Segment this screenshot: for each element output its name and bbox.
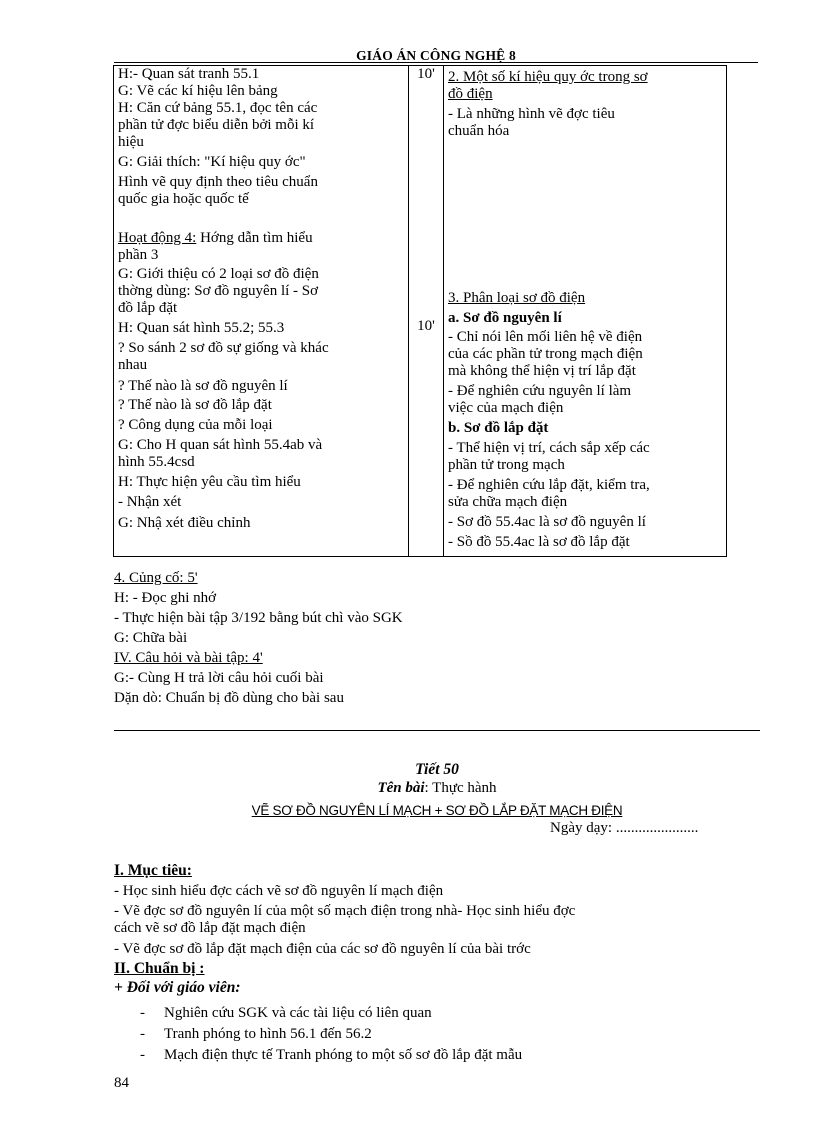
sub-heading: b. Sơ đồ lắp đặt bbox=[448, 420, 549, 436]
table-line: phần tử trong mạch bbox=[448, 457, 565, 473]
table-line: - Sồ đồ 55.4ac là sơ đồ lắp đặt bbox=[448, 534, 630, 550]
objective-line: cách vẽ sơ đồ lắp đặt mạch điện bbox=[114, 920, 306, 936]
objective-line: - Học sinh hiểu đợc cách vẽ sơ đồ nguyên lí mạch điện bbox=[114, 883, 444, 899]
activity-rest: Hớng dẫn tìm hiểu bbox=[196, 230, 313, 246]
table-line: H: Căn cứ bảng 55.1, đọc tên các bbox=[118, 100, 318, 116]
table-line: ? So sánh 2 sơ đồ sự giống và khác bbox=[118, 340, 329, 356]
table-line: - Là những hình vẽ đợc tiêu bbox=[448, 106, 615, 122]
table-line: hình 55.4csd bbox=[118, 454, 195, 470]
list-item: - Tranh phóng to hình 56.1 đến 56.2 bbox=[140, 1026, 372, 1042]
list-item-text: Tranh phóng to hình 56.1 đến 56.2 bbox=[164, 1026, 372, 1042]
activity-heading bbox=[118, 230, 404, 247]
table-line: Hình vẽ quy định theo tiêu chuẩn bbox=[118, 174, 318, 190]
lesson-title: VẼ SƠ ĐỒ NGUYÊN LÍ MẠCH + SƠ ĐỒ LẮP ĐẶT MẠCH ĐIỆN bbox=[251, 803, 623, 818]
table-line: - Thể hiện vị trí, cách sắp xếp các bbox=[448, 440, 650, 456]
section-heading: 3. Phân loại sơ đồ điện bbox=[448, 290, 586, 306]
table-line: đồ lắp đặt bbox=[118, 300, 178, 316]
lesson-name-label: Tên bài bbox=[377, 780, 425, 796]
teacher-heading: + Đối với giáo viên: bbox=[114, 979, 241, 996]
list-item-text: Mạch điện thực tế Tranh phóng to một số sơ đồ lắp đặt mẫu bbox=[164, 1047, 523, 1063]
objective-line: - Vẽ đợc sơ đồ nguyên lí của một số mạch điện trong nhà- Học sinh hiểu đợc bbox=[114, 903, 576, 919]
teaching-date: Ngày dạy: ...................... bbox=[550, 820, 699, 836]
table-line: ? Công dụng của mỗi loại bbox=[118, 417, 273, 433]
table-line: của các phần tử trong mạch điện bbox=[448, 346, 643, 362]
table-line: H: Quan sát hình 55.2; 55.3 bbox=[118, 320, 285, 336]
table-row bbox=[114, 66, 727, 557]
list-item: - Mạch điện thực tế Tranh phóng to một số sơ đồ lắp đặt mẫu bbox=[140, 1047, 523, 1063]
table-line: H:- Quan sát tranh 55.1 bbox=[118, 66, 260, 82]
table-line: phần 3 bbox=[118, 247, 159, 263]
table-line: - Nhận xét bbox=[118, 494, 182, 510]
lesson-name bbox=[114, 780, 760, 797]
consolidation-block bbox=[114, 568, 754, 708]
activity-label: Hoạt động 4: bbox=[118, 230, 197, 246]
page-number: 84 bbox=[114, 1075, 129, 1091]
time-cell: 10' bbox=[417, 66, 435, 82]
table-line: thờng dùng: Sơ đồ nguyên lí - Sơ bbox=[118, 283, 319, 299]
table-line: - Sơ đồ 55.4ac là sơ đồ nguyên lí bbox=[448, 514, 646, 530]
sub-heading: a. Sơ đồ nguyên lí bbox=[448, 310, 562, 326]
section-heading: đồ điện bbox=[448, 86, 493, 102]
questions-heading: IV. Câu hỏi và bài tập: 4' bbox=[114, 650, 263, 666]
list-item: - Nghiên cứu SGK và các tài liệu có liên quan bbox=[140, 1005, 432, 1021]
section-heading: 2. Một số kí hiệu quy ớc trong sơ bbox=[448, 69, 648, 85]
table-line: ? Thế nào là sơ đồ lắp đặt bbox=[118, 397, 272, 413]
table-line: G: Giới thiệu có 2 loại sơ đồ điện bbox=[118, 266, 319, 282]
table-line: mà không thể hiện vị trí lắp đặt bbox=[448, 363, 636, 379]
table-line: - Để nghiên cứu nguyên lí làm bbox=[448, 383, 632, 399]
table-line: sửa chữa mạch điện bbox=[448, 494, 568, 510]
table-line: H: Thực hiện yêu cầu tìm hiểu bbox=[118, 474, 301, 490]
preparation-heading: II. Chuẩn bị : bbox=[114, 960, 205, 977]
activity-column bbox=[114, 66, 409, 557]
questions-line: Dặn dò: Chuẩn bị đồ dùng cho bài sau bbox=[114, 690, 344, 706]
table-line: G: Vẽ các kí hiệu lên bảng bbox=[118, 83, 278, 99]
time-cell: 10' bbox=[417, 318, 435, 334]
table-line: G: Nhậ xét điều chỉnh bbox=[118, 515, 251, 531]
content-column bbox=[444, 66, 727, 557]
list-item-text: Nghiên cứu SGK và các tài liệu có liên quan bbox=[164, 1005, 432, 1021]
preparation-list bbox=[140, 1003, 760, 1066]
objective-line: - Vẽ đợc sơ đồ lắp đặt mạch điện của các sơ đồ nguyên lí của bài trớc bbox=[114, 941, 531, 957]
lesson-table bbox=[113, 65, 727, 557]
page-header: GIÁO ÁN CÔNG NGHỆ 8 bbox=[356, 48, 516, 63]
table-line: - Để nghiên cứu lắp đặt, kiểm tra, bbox=[448, 477, 650, 493]
table-line: quốc gia hoặc quốc tế bbox=[118, 191, 249, 207]
time-column bbox=[409, 66, 444, 557]
table-line: - Chỉ nói lên mối liên hệ về điện bbox=[448, 329, 643, 345]
lesson-name-value: : Thực hành bbox=[424, 780, 497, 796]
objectives-heading: I. Mục tiêu: bbox=[114, 862, 192, 879]
table-line: việc của mạch điện bbox=[448, 400, 564, 416]
lesson-number: Tiết 50 bbox=[415, 761, 459, 778]
consolidation-line: G: Chữa bài bbox=[114, 630, 188, 646]
table-line: phần tử đợc biểu diễn bởi mỗi kí bbox=[118, 117, 315, 133]
consolidation-heading: 4. Củng cố: 5' bbox=[114, 570, 198, 586]
consolidation-line: - Thực hiện bài tập 3/192 bằng bút chì vào SGK bbox=[114, 610, 403, 626]
section-divider bbox=[114, 730, 760, 731]
table-line: hiệu bbox=[118, 134, 144, 150]
header-rule bbox=[114, 62, 758, 63]
table-gap bbox=[118, 208, 404, 225]
consolidation-line: H: - Đọc ghi nhớ bbox=[114, 590, 217, 606]
table-line: chuẩn hóa bbox=[448, 123, 510, 139]
questions-line: G:- Cùng H trả lời câu hỏi cuối bài bbox=[114, 670, 324, 686]
table-line: nhau bbox=[118, 357, 148, 373]
table-line: ? Thế nào là sơ đồ nguyên lí bbox=[118, 378, 288, 394]
table-line: G: Cho H quan sát hình 55.4ab và bbox=[118, 437, 323, 453]
objectives-section bbox=[114, 862, 764, 996]
table-line: G: Giải thích: "Kí hiệu quy ớc" bbox=[118, 154, 306, 170]
